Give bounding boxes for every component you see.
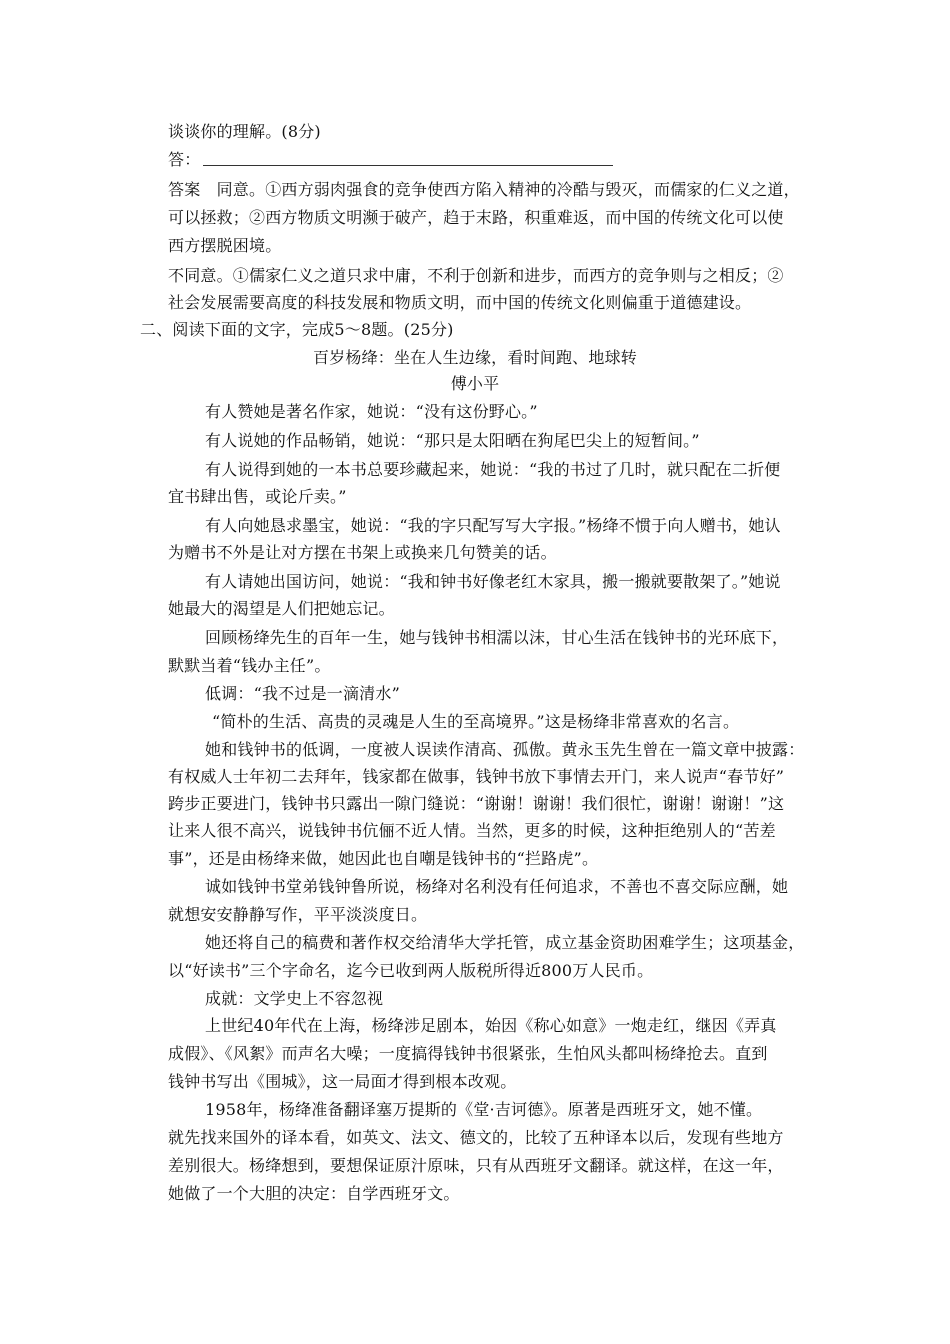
article-paragraph-line: “简朴的生活、高贵的灵魂是人生的至高境界。”这是杨绛非常喜欢的名言。 (212, 712, 740, 731)
article-subheading: 低调：“我不过是一滴清水” (205, 684, 400, 703)
article-paragraph-line: 她最大的渴望是人们把她忘记。 (168, 599, 395, 618)
answer-paragraph-line: 答案 同意。①西方弱肉强食的竞争使西方陷入精神的冷酷与毁灭，而儒家的仁义之道， (168, 180, 800, 199)
article-paragraph-line: 有人赞她是著名作家，她说：“没有这份野心。” (205, 402, 538, 421)
question-prompt: 谈谈你的理解。(8分) (168, 122, 321, 141)
article-paragraph-line: 回顾杨绛先生的百年一生，她与钱钟书相濡以沫，甘心生活在钱钟书的光环底下， (205, 628, 789, 647)
answer-blank-line (203, 165, 613, 166)
article-paragraph-line: 跨步正要进门，钱钟书只露出一隙门缝说：“谢谢！谢谢！我们很忙，谢谢！谢谢！”这 (168, 794, 785, 813)
article-paragraph-line: 她和钱钟书的低调，一度被人误读作清高、孤傲。黄永玉先生曾在一篇文章中披露： (205, 740, 805, 759)
article-subheading: 成就：文学史上不容忽视 (205, 989, 384, 1008)
section-heading: 二、阅读下面的文字，完成5～8题。(25分) (140, 320, 454, 339)
article-paragraph-line: 成假》、《风絮》而声名大噪；一度搞得钱钟书很紧张，生怕风头都叫杨绛抢去。直到 (168, 1044, 768, 1063)
article-paragraph-line: 有人说得到她的一本书总要珍藏起来，她说：“我的书过了几时，就只配在二折便 (205, 460, 781, 479)
article-paragraph-line: 有人向她恳求墨宝，她说：“我的字只配写写大字报。”杨绛不惯于向人赠书，她认 (205, 516, 781, 535)
article-paragraph-line: 就先找来国外的译本看，如英文、法文、德文的，比较了五种译本以后，发现有些地方 (168, 1128, 784, 1147)
article-author: 傅小平 (450, 374, 500, 393)
answer-paragraph-line: 不同意。①儒家仁义之道只求中庸，不利于创新和进步，而西方的竞争则与之相反；② (168, 266, 784, 285)
article-paragraph-line: 诚如钱钟书堂弟钱钟鲁所说，杨绛对名利没有任何追求，不善也不喜交际应酬，她 (205, 877, 789, 896)
answer-paragraph-line: 社会发展需要高度的科技发展和物质文明，而中国的传统文化则偏重于道德建设。 (168, 293, 752, 312)
article-paragraph-line: 有人请她出国访问，她说：“我和钟书好像老红木家具，搬一搬就要散架了。”她说 (205, 572, 781, 591)
article-title: 百岁杨绛：坐在人生边缘，看时间跑、地球转 (312, 348, 637, 367)
article-paragraph-line: 钱钟书写出《围城》，这一局面才得到根本改观。 (168, 1072, 517, 1091)
article-paragraph-line: 为赠书不外是让对方摆在书架上或换来几句赞美的话。 (168, 543, 557, 562)
article-paragraph-line: 事”，还是由杨绛来做，她因此也自嘲是钱钟书的“拦路虎”。 (168, 849, 599, 868)
article-paragraph-line: 1958年，杨绛准备翻译塞万提斯的《堂·吉诃德》。原著是西班牙文，她不懂。 (205, 1100, 763, 1119)
article-paragraph-line: 以“好读书”三个字命名，迄今已收到两人版税所得近800万人民币。 (168, 961, 654, 980)
article-paragraph-line: 有人说她的作品畅销，她说：“那只是太阳晒在狗尾巴尖上的短暂间。” (205, 431, 700, 450)
answer-label: 答： (168, 150, 201, 169)
article-paragraph-line: 她还将自己的稿费和著作权交给清华大学托管，成立基金资助困难学生；这项基金， (205, 933, 805, 952)
article-paragraph-line: 默默当着“钱办主任”。 (168, 656, 331, 675)
article-paragraph-line: 有权威人士年初二去拜年，钱家都在做事，钱钟书放下事情去开门，来人说声“春节好” (168, 767, 785, 786)
article-paragraph-line: 她做了一个大胆的决定：自学西班牙文。 (168, 1184, 460, 1203)
article-paragraph-line: 让来人很不高兴，说钱钟书伉俪不近人情。当然，更多的时候，这种拒绝别人的“苦差 (168, 821, 776, 840)
answer-paragraph-line: 西方摆脱困境。 (168, 236, 282, 255)
answer-paragraph-line: 可以拯救；②西方物质文明濒于破产，趋于末路，积重难返，而中国的传统文化可以使 (168, 208, 784, 227)
article-paragraph-line: 就想安安静静写作，平平淡淡度日。 (168, 905, 428, 924)
article-paragraph-line: 上世纪40年代在上海，杨绛涉足剧本，始因《称心如意》一炮走红，继因《弄真 (205, 1016, 777, 1035)
article-paragraph-line: 差别很大。杨绛想到，要想保证原汁原味，只有从西班牙文翻译。就这样，在这一年， (168, 1156, 784, 1175)
article-paragraph-line: 宜书肆出售，或论斤卖。” (168, 487, 347, 506)
